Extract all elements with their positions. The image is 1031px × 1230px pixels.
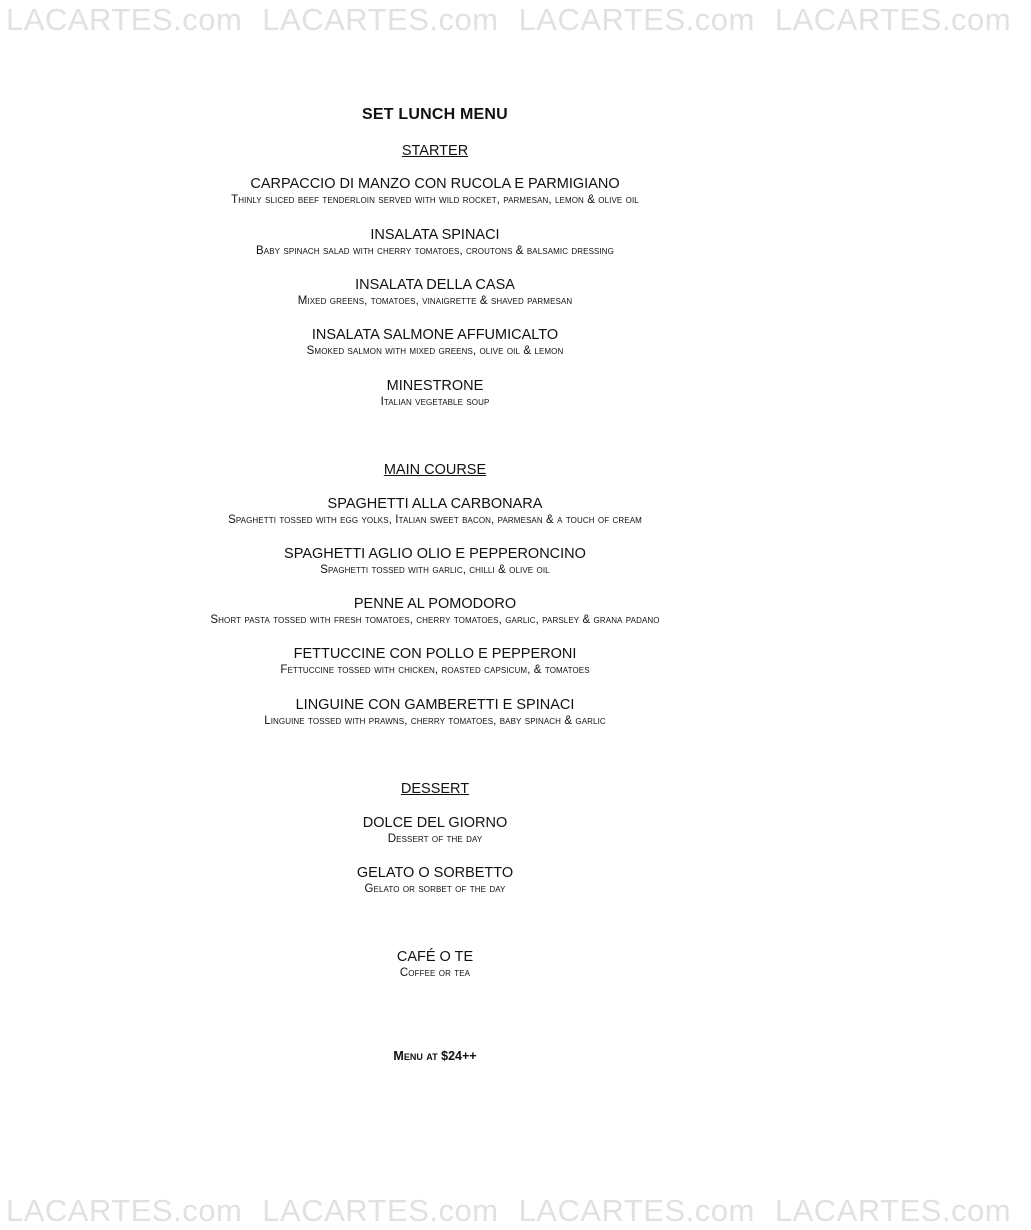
item-name: FETTUCCINE CON POLLO E PEPPERONI	[293, 646, 577, 662]
watermark-text: LACARTES.com	[774, 2, 1012, 37]
item-name: INSALATA SPINACI	[370, 227, 500, 243]
item-description: Short pasta tossed with fresh tomatoes, cherry tomatoes, garlic, parsley & grana padano	[210, 614, 660, 626]
item-description: Coffee or tea	[399, 967, 471, 979]
item-description: Smoked salmon with mixed greens, olive oil & lemon	[306, 345, 564, 357]
watermark-text: LACARTES.com	[774, 1193, 1012, 1228]
menu-item	[0, 377, 870, 410]
item-name: CARPACCIO DI MANZO CON RUCOLA E PARMIGIANO	[250, 176, 620, 192]
watermark-text: LACARTES.com	[518, 1193, 755, 1228]
menu-item	[0, 175, 870, 208]
dessert-heading: DESSERT	[400, 781, 470, 797]
watermark-top	[6, 2, 1031, 38]
menu-item	[0, 814, 870, 847]
item-description: Baby spinach salad with cherry tomatoes, croutons & balsamic dressing	[256, 245, 614, 257]
watermark-text: LACARTES.com	[6, 2, 243, 37]
watermark-text: LACARTES.com	[518, 2, 755, 37]
menu-item	[0, 326, 870, 359]
item-name: INSALATA SALMONE AFFUMICALTO	[311, 327, 559, 343]
dessert-section	[0, 780, 870, 798]
item-name: LINGUINE CON GAMBERETTI E SPINACI	[295, 697, 575, 713]
item-description: Fettuccine tossed with chicken, roasted capsicum, & tomatoes	[280, 664, 590, 676]
menu-item	[0, 226, 870, 259]
menu-title: SET LUNCH MENU	[362, 106, 508, 123]
watermark-text: LACARTES.com	[262, 1193, 499, 1228]
item-name: INSALATA DELLA CASA	[355, 277, 515, 293]
item-description: Thinly sliced beef tenderloin served with wild rocket, parmesan, lemon & olive oil	[231, 194, 639, 206]
watermark-text: LACARTES.com	[6, 1193, 243, 1228]
menu-item	[0, 864, 870, 897]
main-course-heading: MAIN COURSE	[383, 462, 487, 478]
watermark-text: LACARTES.com	[262, 2, 499, 37]
item-name: SPAGHETTI AGLIO OLIO E PEPPERONCINO	[284, 546, 586, 562]
main-course-section	[0, 461, 870, 479]
item-description: Spaghetti tossed with garlic, chilli & olive oil	[320, 564, 550, 576]
starter-section	[0, 142, 870, 160]
item-description: Italian vegetable soup	[380, 396, 490, 408]
menu-price: Menu at $24++	[393, 1049, 477, 1063]
menu-item	[0, 545, 870, 578]
menu-item	[0, 495, 870, 528]
item-description: Dessert of the day	[387, 833, 483, 845]
starter-heading: STARTER	[401, 143, 469, 159]
item-name: MINESTRONE	[386, 378, 484, 394]
item-name: SPAGHETTI ALLA CARBONARA	[327, 496, 543, 512]
menu-item	[0, 595, 870, 628]
item-name: PENNE AL POMODORO	[353, 596, 517, 612]
menu-item	[0, 696, 870, 729]
item-description: Mixed greens, tomatoes, vinaigrette & shaved parmesan	[297, 295, 573, 307]
item-name: DOLCE DEL GIORNO	[362, 815, 508, 831]
item-description: Gelato or sorbet of the day	[364, 883, 506, 895]
item-name: CAFÉ O TE	[396, 949, 474, 965]
item-description: Spaghetti tossed with egg yolks, Italian sweet bacon, parmesan & a touch of cream	[228, 514, 642, 526]
item-name: GELATO O SORBETTO	[356, 865, 514, 881]
watermark-bottom	[6, 1193, 1031, 1229]
menu-item	[0, 645, 870, 678]
menu-item	[0, 276, 870, 309]
coffee-item	[0, 948, 870, 981]
item-description: Linguine tossed with prawns, cherry tomatoes, baby spinach & garlic	[264, 715, 606, 727]
